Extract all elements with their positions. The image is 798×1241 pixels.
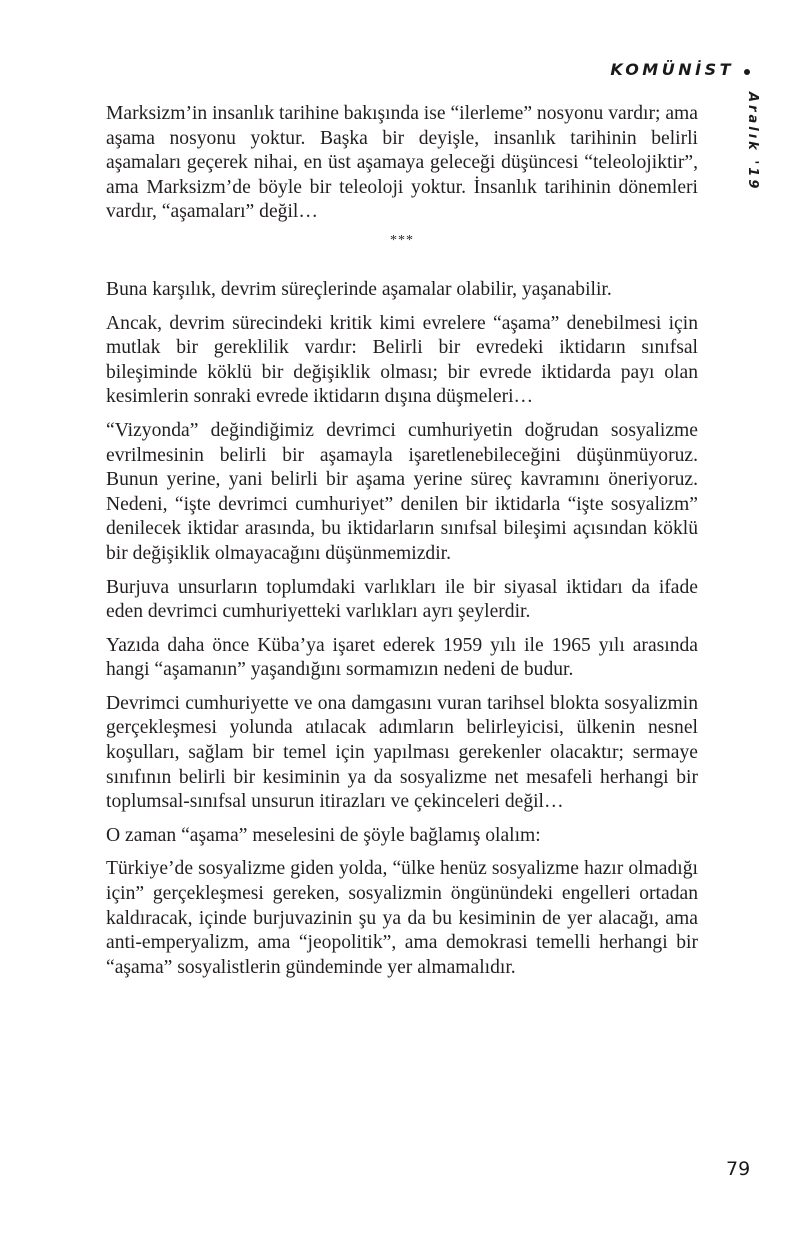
paragraph: Buna karşılık, devrim süreçlerinde aşamalar olabilir, yaşanabilir. <box>106 278 612 300</box>
paragraph: “Vizyonda” değindiğimiz devrimci cumhuriyetin doğrudan sosyalizme evrilmesinin belirli bir aşamayla işaretlenebileceğini düşünmüyoruz. Bunun yerine, yani belirli bir aşama yerine süreç kavramını öneriyoruz. Nedeni, “işte devrimci cumhuriyet” denilen bir iktidarla “işte sosyalizm” denilecek iktidar arasında, bu iktidarların sınıfsal bileşimi açısından köklü bir değişiklik olmayacağını düşünmemizdir. <box>106 419 698 564</box>
issue-date: Aralık '19 <box>745 92 760 192</box>
paragraph: O zaman “aşama” meselesini de şöyle bağlamış olalım: <box>106 824 541 846</box>
paragraph: Burjuva unsurların toplumdaki varlıkları ile bir siyasal iktidarı da ifade eden devrimci cumhuriyetteki varlıkları ayrı şeylerdir. <box>106 576 698 623</box>
paragraph: Ancak, devrim sürecindeki kritik kimi evrelere “aşama” denebilmesi için mutlak bir gereklilik vardır: Belirli bir evredeki iktidarın sınıfsal bileşiminde köklü bir değişiklik olması; bir evrede iktidarda payı olan kesimlerin sonraki evrede iktidarın dışına düşmeleri… <box>106 312 698 408</box>
running-head <box>610 60 750 79</box>
section-separator: *** <box>390 232 414 248</box>
page-number: 79 <box>726 1158 751 1180</box>
article-body <box>106 102 698 989</box>
paragraph: Türkiye’de sosyalizme giden yolda, “ülke henüz sosyalizme hazır olmadığı için” gerçekleşmesi gereken, sosyalizmin öngünündeki engelleri ortadan kaldıracak, içinde burjuvazinin şu ya da bu kesiminin de yer alacağı, ama anti-emperyalizm, ama “jeopolitik”, ama demokrasi temelli herhangi bir “aşama” sosyalistlerin gündeminde yer almamalıdır. <box>106 858 698 978</box>
paragraph: Marksizm’in insanlık tarihine bakışında ise “ilerleme” nosyonu vardır; ama aşama nosyonu yoktur. Başka bir deyişle, insanlık tarihinin belirli aşamaları geçerek nihai, en üst aşamaya geleceği düşüncesi “teleolojiktir”, ama Marksizm’de böyle bir teleoloji yoktur. İnsanlık tarihinin dönemleri vardır, “aşamaları” değil… <box>106 103 698 223</box>
journal-name: KOMÜNİST <box>610 60 734 79</box>
paragraph: Yazıda daha önce Küba’ya işaret ederek 1959 yılı ile 1965 yılı arasında hangi “aşamanın” yaşandığını sormamızın nedeni de budur. <box>106 634 698 681</box>
bullet-icon <box>744 69 750 75</box>
paragraph: Devrimci cumhuriyette ve ona damgasını vuran tarihsel blokta sosyalizmin gerçekleşmesi yolunda atılacak adımların belirleyicisi, ülkenin nesnel koşulları, sağlam bir temel için yapılması gerekenler olacaktır; sermaye sınıfının belirli bir kesiminin ya da sosyalizme net mesafeli herhangi bir toplumsal-sınıfsal unsurun itirazları ve çekinceleri değil… <box>106 692 698 813</box>
